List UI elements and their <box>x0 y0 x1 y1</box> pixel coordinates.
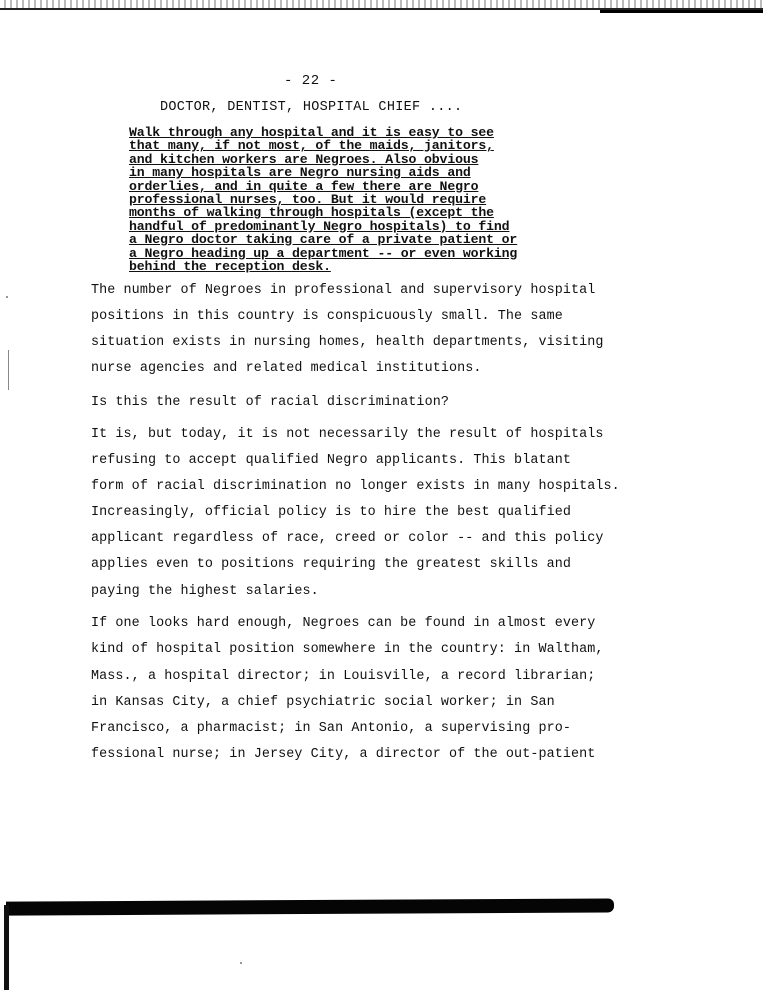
quote-line: that many, if not most, of the maids, janitors, <box>129 138 494 154</box>
body-line: Is this the result of racial discrimination? <box>91 395 449 410</box>
scan-margin-mark <box>8 350 9 390</box>
quote-line: a Negro heading up a department -- or even working <box>129 245 518 261</box>
body-line: kind of hospital position somewhere in the country: in Waltham, <box>91 642 604 657</box>
top-scan-border-dark <box>600 0 763 13</box>
left-scan-edge <box>4 905 9 990</box>
page-number: - 22 - <box>284 73 338 89</box>
body-line: in Kansas City, a chief psychiatric social worker; in San <box>91 695 555 710</box>
body-line: applies even to positions requiring the greatest skills and <box>91 557 572 572</box>
body-line: paying the highest salaries. <box>91 584 319 599</box>
body-line: refusing to accept qualified Negro applicants. This blatant <box>91 453 572 468</box>
body-line: positions in this country is conspicuously small. The same <box>91 309 563 324</box>
body-line: If one looks hard enough, Negroes can be found in almost every <box>91 616 596 631</box>
quote-line: behind the reception desk. <box>129 258 331 274</box>
quote-line: in many hospitals are Negro nursing aids and <box>129 165 471 181</box>
section-heading: DOCTOR, DENTIST, HOSPITAL CHIEF .... <box>160 100 463 115</box>
quote-line: orderlies, and in quite a few there are Negro <box>129 178 479 194</box>
body-line: fessional nurse; in Jersey City, a director of the out-patient <box>91 747 596 762</box>
quote-line: months of walking through hospitals (except the <box>129 205 494 221</box>
bottom-scan-border <box>6 898 614 915</box>
body-line: Francisco, a pharmacist; in San Antonio, a supervising pro- <box>91 721 572 736</box>
scan-speck <box>6 296 8 298</box>
body-line: It is, but today, it is not necessarily the result of hospitals <box>91 427 604 442</box>
quote-line: handful of predominantly Negro hospitals) to find <box>129 218 510 234</box>
pull-quote <box>129 126 529 273</box>
quote-line: and kitchen workers are Negroes. Also obvious <box>129 151 479 167</box>
body-line: applicant regardless of race, creed or color -- and this policy <box>91 531 604 546</box>
body-line: situation exists in nursing homes, health departments, visiting <box>91 335 604 350</box>
body-line: form of racial discrimination no longer exists in many hospitals. <box>91 479 620 494</box>
body-line: Increasingly, official policy is to hire the best qualified <box>91 505 572 520</box>
quote-line: Walk through any hospital and it is easy to see <box>129 125 494 140</box>
body-line: nurse agencies and related medical institutions. <box>91 361 482 376</box>
quote-line: a Negro doctor taking care of a private patient or <box>129 232 518 248</box>
body-line: Mass., a hospital director; in Louisville, a record librarian; <box>91 669 596 684</box>
quote-line: professional nurses, too. But it would require <box>129 191 487 207</box>
body-line: The number of Negroes in professional and supervisory hospital <box>91 283 596 298</box>
scan-speck <box>240 962 242 964</box>
